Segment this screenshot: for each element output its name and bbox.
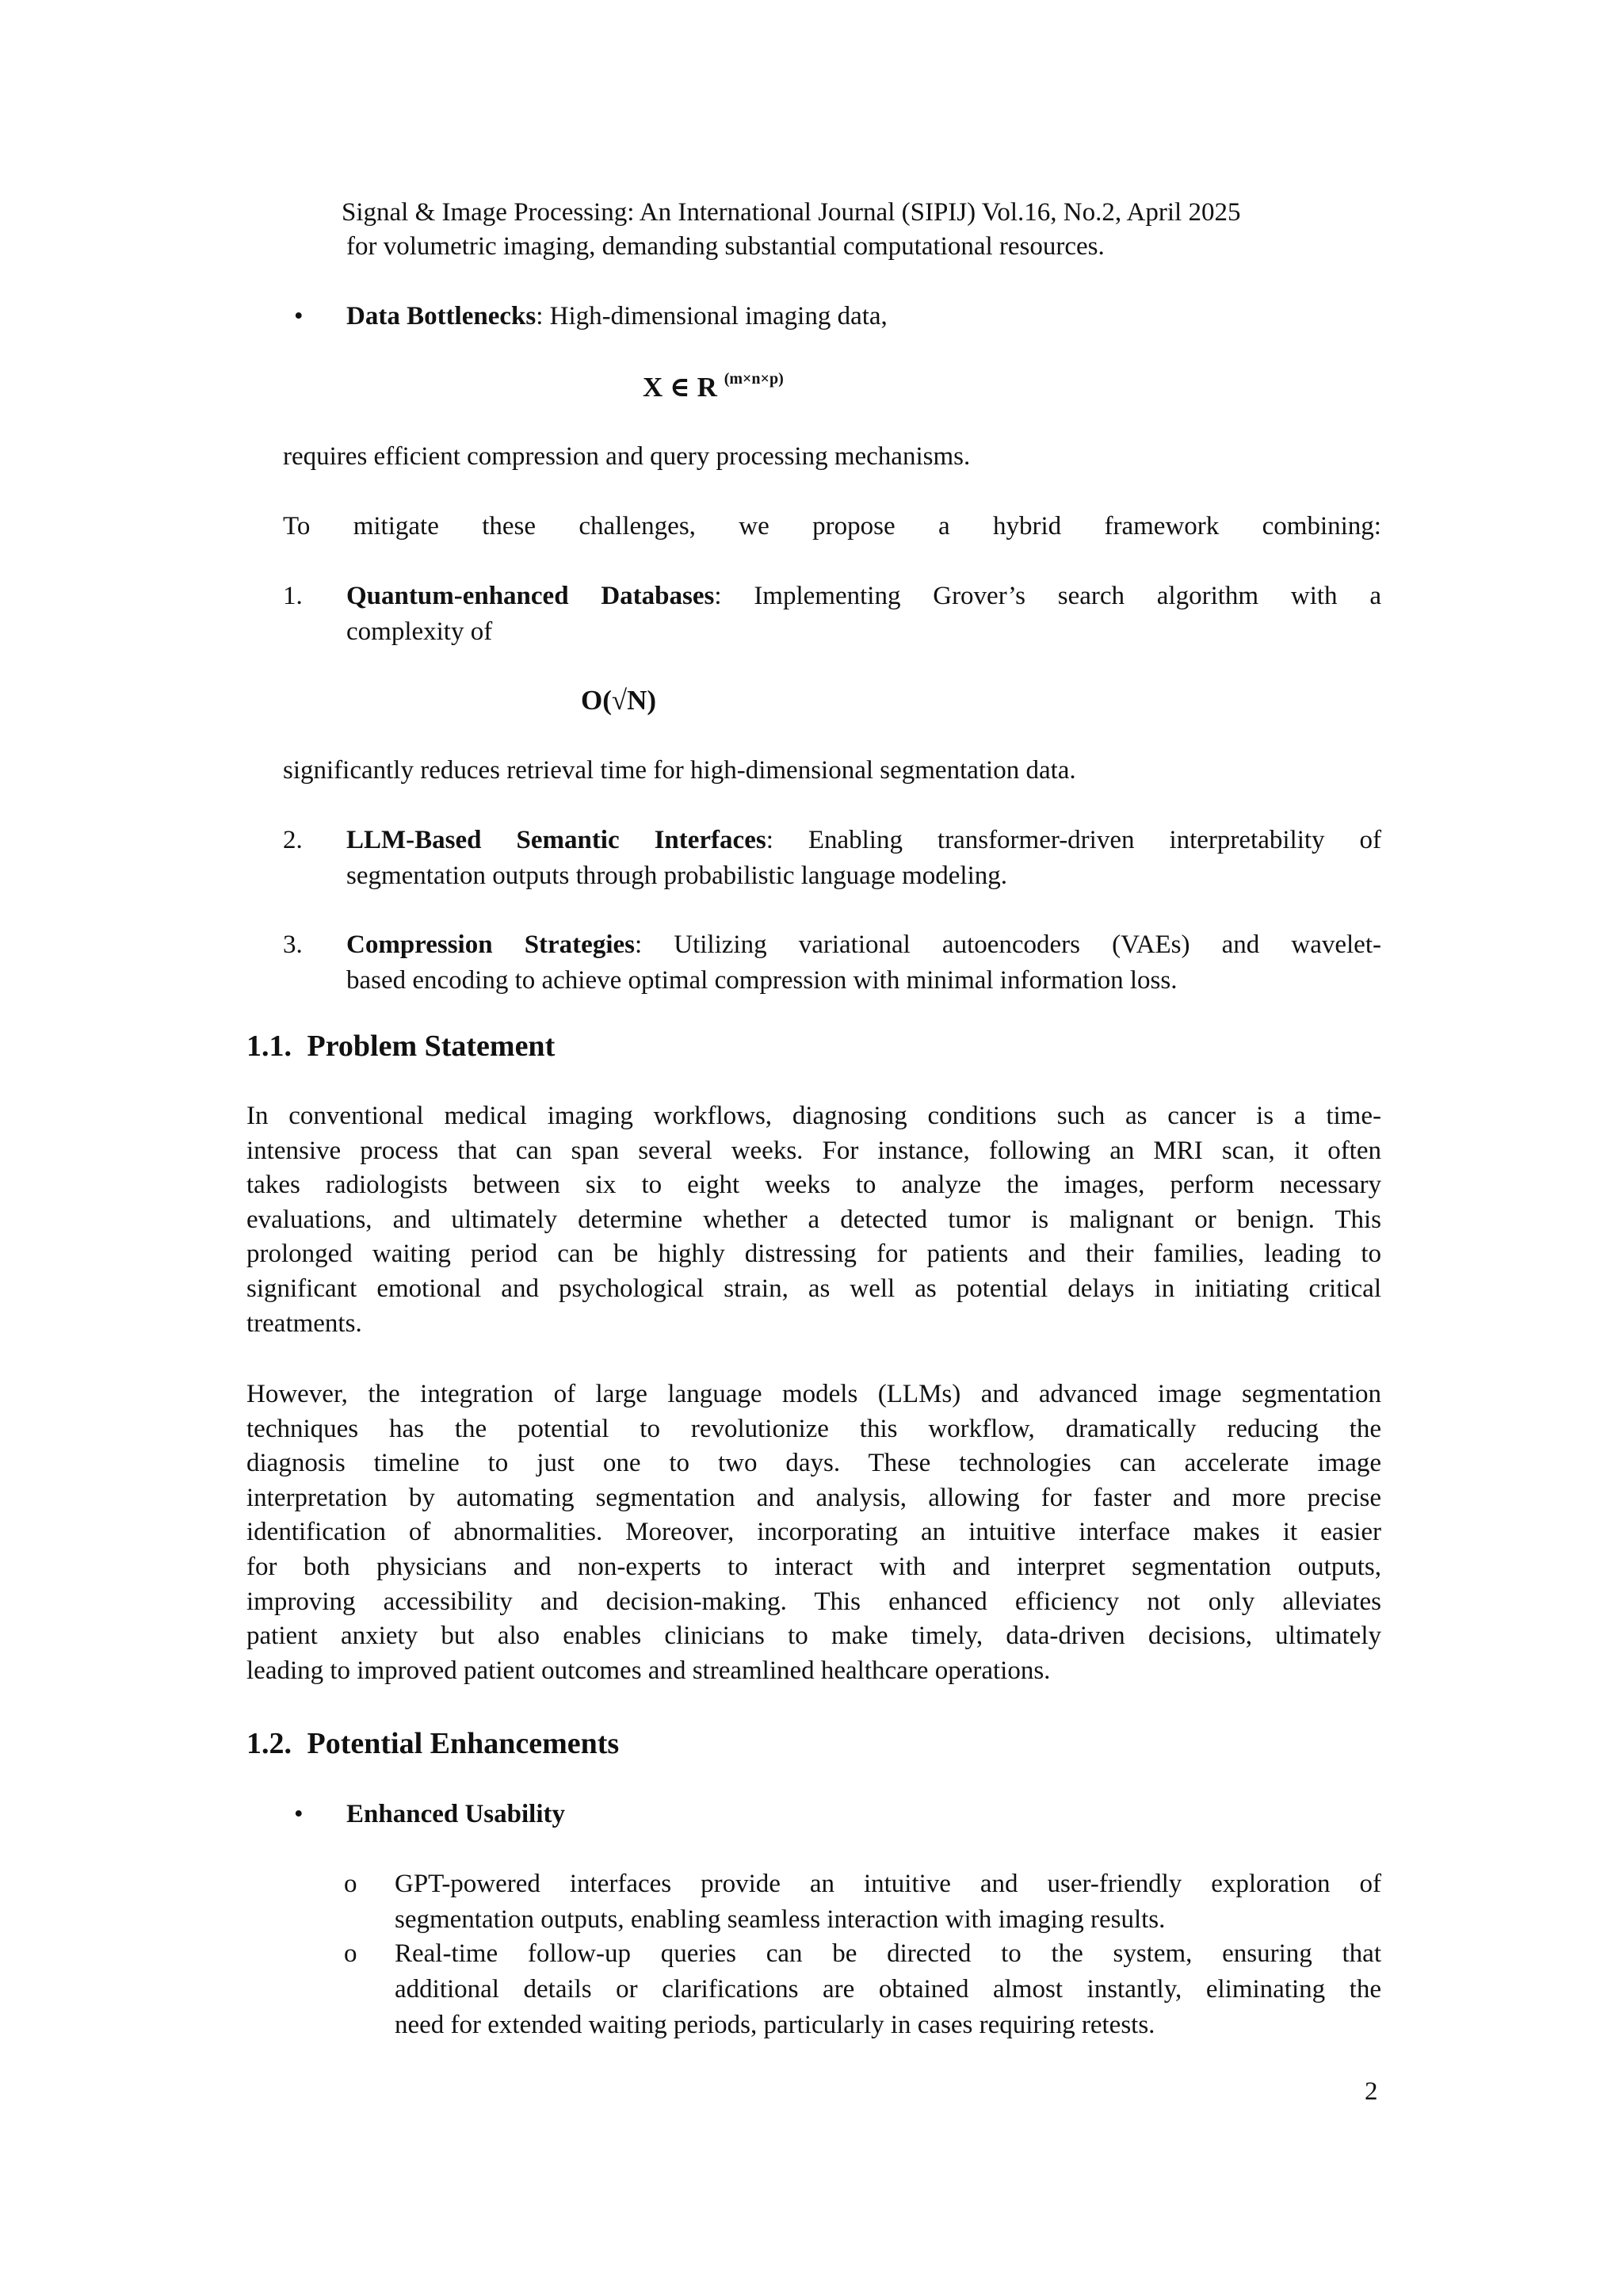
paragraph-line: improving accessibility and decision-making. This enhanced efficiency not only alleviates <box>246 1587 1381 1616</box>
sub-bullet-icon: o <box>344 1939 357 1968</box>
sub-item-line: need for extended waiting periods, particularly in cases requiring retests. <box>395 2011 1155 2039</box>
item-2-label: LLM-Based Semantic Interfaces <box>346 826 766 854</box>
word: we <box>739 512 769 541</box>
paragraph-line: prolonged waiting period can be highly distressing for patients and their families, leading to <box>246 1240 1381 1269</box>
item-2-line2: segmentation outputs through probabilistic language modeling. <box>346 861 1008 890</box>
word: To <box>283 512 311 541</box>
paragraph-line: significant emotional and psychological strain, as well as potential delays in initiating critical <box>246 1274 1381 1303</box>
bullet-icon: • <box>294 1800 304 1828</box>
data-bottlenecks-text: : High-dimensional imaging data, <box>536 302 888 330</box>
word: mitigate <box>353 512 439 541</box>
paragraph-line: techniques has the potential to revolutionize this workflow, dramatically reducing the <box>246 1414 1381 1443</box>
journal-header: Signal & Image Processing: An International Journal (SIPIJ) Vol.16, No.2, April 2025 <box>342 198 1241 227</box>
sub-item-line: additional details or clarifications are obtained almost instantly, eliminating the <box>395 1975 1381 2004</box>
formula-x-in-r <box>643 369 784 410</box>
paragraph-line: takes radiologists between six to eight weeks to analyze the images, perform necessary <box>246 1171 1381 1200</box>
word: propose <box>812 512 896 541</box>
item-1-line1: : Implementing Grover’s search algorithm with a <box>714 582 1381 610</box>
item-number-3: 3. <box>283 930 303 959</box>
paragraph-line: for both physicians and non-experts to interact with and interpret segmentation outputs, <box>246 1552 1381 1581</box>
word: framework <box>1104 512 1220 541</box>
section-title: Problem Statement <box>307 1030 556 1063</box>
word: these <box>482 512 537 541</box>
section-number: 1.1. <box>246 1030 292 1063</box>
paragraph-line: patient anxiety but also enables clinicians to make timely, data-driven decisions, ultimately <box>246 1622 1381 1651</box>
paragraph-line: intensive process that can span several weeks. For instance, following an MRI scan, it often <box>246 1136 1381 1165</box>
bullet-icon: • <box>294 302 304 330</box>
after-formula-1: requires efficient compression and query processing mechanisms. <box>283 442 971 471</box>
paragraph-line: interpretation by automating segmentation and analysis, allowing for faster and more precise <box>246 1483 1381 1512</box>
item-number-1: 1. <box>283 582 303 610</box>
sub-bullet-icon: o <box>344 1870 357 1898</box>
sub-item-line: segmentation outputs, enabling seamless interaction with imaging results. <box>395 1905 1166 1934</box>
section-title: Potential Enhancements <box>307 1727 620 1760</box>
section-heading-1-1 <box>246 1029 555 1064</box>
sub-item-line: Real-time follow-up queries can be directed to the system, ensuring that <box>395 1939 1381 1968</box>
intro-continuation: for volumetric imaging, demanding substantial computational resources. <box>346 232 1105 261</box>
data-bottlenecks-item <box>346 299 888 334</box>
data-bottlenecks-label: Data Bottlenecks <box>346 302 537 330</box>
item-3-line2: based encoding to achieve optimal compression with minimal information loss. <box>346 966 1178 995</box>
page-number: 2 <box>1365 2077 1378 2106</box>
sub-item-1 <box>395 1866 1381 1938</box>
formula-superscript: (m×n×p) <box>724 370 784 388</box>
after-formula-2: significantly reduces retrieval time for high-dimensional segmentation data. <box>283 756 1076 785</box>
word: challenges, <box>579 512 696 541</box>
sub-item-line: GPT-powered interfaces provide an intuitive and user-friendly exploration of <box>395 1870 1381 1898</box>
word: hybrid <box>992 512 1062 541</box>
formula-base: X ∈ R <box>643 372 717 403</box>
paragraph-line: diagnosis timeline to just one to two days. These technologies can accelerate image <box>246 1449 1381 1478</box>
numbered-item-1 <box>346 579 1381 650</box>
numbered-item-3 <box>346 927 1381 999</box>
section-number: 1.2. <box>246 1727 292 1760</box>
item-3-label: Compression Strategies <box>346 930 635 959</box>
however-paragraph <box>246 1377 1381 1688</box>
numbered-item-2 <box>346 823 1381 894</box>
paragraph-line: In conventional medical imaging workflows, diagnosing conditions such as cancer is a time- <box>246 1102 1381 1130</box>
paragraph-line: treatments. <box>246 1308 362 1338</box>
item-1-label: Quantum-enhanced Databases <box>346 582 715 610</box>
item-1-line2: complexity of <box>346 617 493 646</box>
mitigate-sentence <box>283 509 1381 544</box>
paragraph-line: leading to improved patient outcomes and streamlined healthcare operations. <box>246 1656 1051 1685</box>
sub-item-2 <box>395 1936 1381 2043</box>
problem-statement-paragraph <box>246 1099 1381 1341</box>
item-number-2: 2. <box>283 826 303 854</box>
item-2-line1: : Enabling transformer-driven interpretability of <box>766 826 1381 854</box>
section-heading-1-2 <box>246 1726 619 1761</box>
word: combining: <box>1262 512 1381 541</box>
paragraph-line: However, the integration of large language models (LLMs) and advanced image segmentation <box>246 1380 1381 1408</box>
enhanced-usability-title: Enhanced Usability <box>346 1800 565 1828</box>
formula-big-o: O(√N) <box>581 685 657 716</box>
item-3-line1: : Utilizing variational autoencoders (VAEs) and wavelet- <box>634 930 1381 959</box>
paragraph-line: evaluations, and ultimately determine whether a detected tumor is malignant or benign. This <box>246 1205 1381 1234</box>
word: a <box>938 512 950 541</box>
paragraph-line: identification of abnormalities. Moreover, incorporating an intuitive interface makes it easier <box>246 1518 1381 1547</box>
